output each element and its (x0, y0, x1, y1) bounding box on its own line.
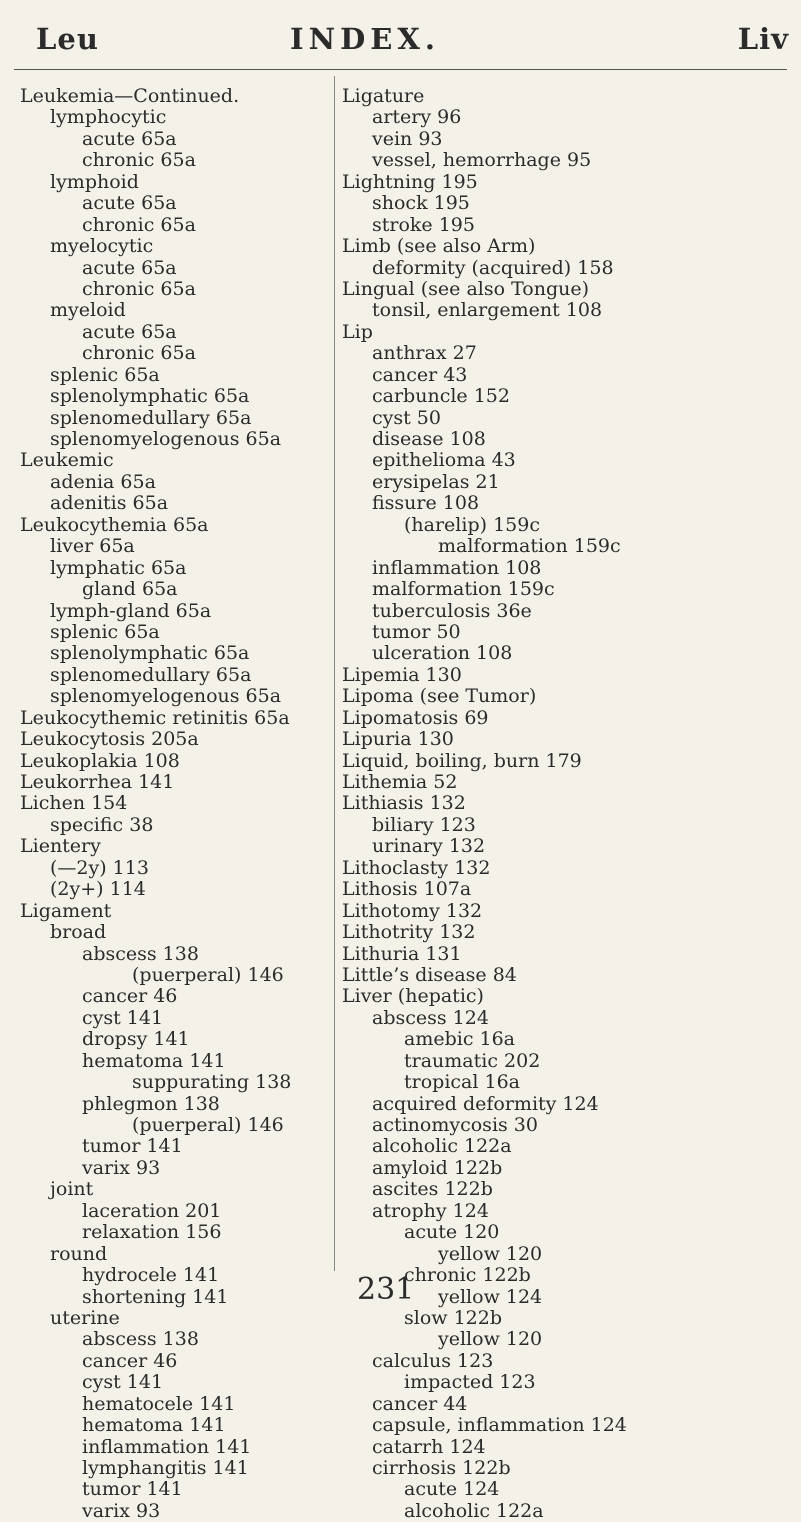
index-subentry: abscess 138 (82, 942, 199, 965)
index-subentry: inflammation 108 (372, 556, 542, 579)
index-subentry: abscess 124 (372, 1006, 489, 1029)
column-divider (334, 76, 335, 1271)
index-subentry: yellow 124 (438, 1285, 543, 1308)
index-subentry: liver 65a (50, 535, 135, 558)
index-entry-heading: Leukocythemic retinitis 65a (20, 706, 290, 729)
index-subentry: lymph-gland 65a (50, 599, 212, 622)
index-entry-heading: Limb (see also Arm) (342, 235, 536, 258)
index-subentry: traumatic 202 (404, 1049, 541, 1072)
index-subentry: varix 93 (82, 1499, 161, 1522)
index-subentry: erysipelas 21 (372, 470, 500, 493)
index-subentry: chronic 65a (82, 149, 196, 172)
index-entry-heading: Lip (342, 320, 373, 343)
index-subentry: stroke 195 (372, 213, 475, 236)
index-entry-heading: Leukocytosis 205a (20, 728, 199, 751)
index-subentry: cyst 141 (82, 1371, 164, 1394)
index-subentry: tonsil, enlargement 108 (372, 299, 603, 322)
index-entry-heading: Lithemia 52 (342, 771, 458, 793)
index-entry-heading: Liver (hepatic) (342, 985, 484, 1008)
index-subentry: acute 65a (82, 256, 177, 279)
header-rule (14, 69, 787, 70)
index-entry-heading: Lichen 154 (20, 792, 128, 815)
index-subentry: actinomycosis 30 (372, 1114, 538, 1136)
index-subentry: acute 120 (404, 1221, 500, 1244)
index-subentry: relaxation 156 (82, 1221, 222, 1244)
index-subentry: tuberculosis 36e (372, 599, 532, 622)
index-subentry: hydrocele 141 (82, 1264, 220, 1287)
index-subentry: splenolymphatic 65a (50, 385, 250, 408)
index-subentry: fissure 108 (372, 492, 480, 515)
index-entry-heading: Lithuria 131 (342, 942, 462, 965)
index-subentry: urinary 132 (372, 835, 486, 858)
index-subentry: acquired deformity 124 (372, 1092, 599, 1115)
index-subentry: anthrax 27 (372, 342, 477, 365)
index-subentry: dropsy 141 (82, 1028, 190, 1051)
index-entry-heading: Leukocythemia 65a (20, 513, 209, 536)
index-subentry: splenomyelogenous 65a (50, 685, 282, 708)
index-subentry: (puerperal) 146 (132, 963, 284, 986)
index-subentry: vessel, hemorrhage 95 (372, 149, 592, 172)
index-subentry: ascites 122b (372, 1178, 493, 1201)
index-subentry: inflammation 141 (82, 1435, 252, 1458)
header-left-guide-word: Leu (36, 22, 99, 56)
index-subentry: shock 195 (372, 192, 470, 215)
index-subentry: malformation 159c (372, 578, 555, 601)
index-entry-heading: Leukemia—Continued. (20, 85, 240, 107)
index-subentry: acute 65a (82, 320, 177, 343)
index-entry-heading: Lipoma (see Tumor) (342, 685, 537, 708)
index-subentry: tumor 141 (82, 1135, 183, 1158)
index-subentry: disease 108 (372, 428, 486, 450)
index-entry-heading: Lipomatosis 69 (342, 706, 489, 729)
index-subentry: carbuncle 152 (372, 385, 510, 408)
index-subentry: round (50, 1242, 108, 1265)
index-subentry: phlegmon 138 (82, 1092, 220, 1115)
index-entry-heading: Ligament (20, 899, 112, 922)
index-subentry: cyst 50 (372, 406, 441, 429)
header-right-guide-word: Liv (737, 22, 789, 56)
index-subentry: epithelioma 43 (372, 449, 516, 472)
index-subentry: impacted 123 (404, 1371, 536, 1394)
index-subentry: deformity (acquired) 158 (372, 256, 614, 279)
index-entry-heading: Leukemic (20, 449, 114, 472)
index-subentry: biliary 123 (372, 813, 476, 836)
index-subentry: slow 122b (404, 1306, 502, 1329)
index-entry-heading: Leukoplakia 108 (20, 749, 180, 772)
index-subentry: splenolymphatic 65a (50, 642, 250, 665)
index-subentry: uterine (50, 1306, 120, 1329)
index-entry-heading: Liquid, boiling, burn 179 (342, 749, 582, 772)
index-subentry: hematocele 141 (82, 1392, 236, 1415)
index-subentry: (puerperal) 146 (132, 1114, 284, 1136)
page-number: 231 (357, 1272, 415, 1307)
index-subentry: cyst 141 (82, 1006, 164, 1029)
index-entry-heading: Lingual (see also Tongue) (342, 277, 590, 300)
index-subentry: lymphoid (50, 170, 139, 193)
index-subentry: atrophy 124 (372, 1199, 489, 1222)
index-subentry: broad (50, 921, 107, 944)
page-title: INDEX. (290, 22, 440, 56)
index-subentry: splenic 65a (50, 620, 160, 643)
index-subentry: suppurating 138 (132, 1071, 292, 1094)
index-subentry: vein 93 (372, 127, 443, 150)
index-subentry: tumor 141 (82, 1478, 183, 1501)
index-subentry: adenia 65a (50, 470, 156, 493)
index-entry-heading: Lithotrity 132 (342, 921, 476, 944)
index-subentry: lymphocytic (50, 106, 167, 129)
index-subentry: cancer 46 (82, 985, 178, 1008)
index-subentry: laceration 201 (82, 1199, 222, 1222)
index-subentry: lymphatic 65a (50, 556, 187, 579)
index-subentry: cancer 46 (82, 1349, 178, 1372)
index-subentry: (2y+) 114 (50, 878, 146, 901)
index-entry-heading: Lithiasis 132 (342, 792, 466, 815)
index-subentry: splenomedullary 65a (50, 663, 252, 686)
left-index-column (20, 86, 340, 1522)
index-subentry: cancer 44 (372, 1392, 468, 1415)
index-entry-heading: Lientery (20, 835, 101, 858)
index-subentry: calculus 123 (372, 1349, 494, 1372)
index-subentry: (harelip) 159c (404, 513, 540, 536)
index-subentry: amyloid 122b (372, 1156, 503, 1179)
index-entry-heading: Lithoclasty 132 (342, 856, 491, 879)
index-subentry: chronic 65a (82, 342, 196, 365)
index-subentry: chronic 65a (82, 213, 196, 236)
index-entry-heading: Leukorrhea 141 (20, 771, 175, 793)
index-subentry: joint (50, 1178, 94, 1201)
index-entry-heading: Lightning 195 (342, 170, 478, 193)
index-subentry: tumor 50 (372, 620, 461, 643)
index-subentry: hematoma 141 (82, 1049, 226, 1072)
index-subentry: yellow 120 (438, 1242, 543, 1265)
index-entry-heading: Lithosis 107a (342, 878, 472, 901)
index-subentry: abscess 138 (82, 1328, 199, 1351)
index-subentry: amebic 16a (404, 1028, 516, 1051)
index-subentry: hematoma 141 (82, 1414, 226, 1437)
index-subentry: myeloid (50, 299, 126, 322)
index-subentry: alcoholic 122a (404, 1499, 544, 1522)
index-subentry: cirrhosis 122b (372, 1457, 511, 1479)
index-subentry: myelocytic (50, 235, 154, 258)
index-subentry: cancer 43 (372, 363, 468, 386)
index-subentry: specific 38 (50, 813, 154, 836)
index-subentry: adenitis 65a (50, 492, 169, 515)
index-subentry: tropical 16a (404, 1071, 520, 1094)
index-subentry: catarrh 124 (372, 1435, 486, 1458)
index-subentry: splenomedullary 65a (50, 406, 252, 429)
index-subentry: malformation 159c (438, 535, 621, 558)
index-subentry: gland 65a (82, 578, 178, 601)
index-subentry: shortening 141 (82, 1285, 229, 1308)
index-subentry: acute 65a (82, 127, 177, 150)
index-entry-heading: Lithotomy 132 (342, 899, 483, 922)
index-entry-heading: Ligature (342, 85, 425, 107)
index-subentry: splenic 65a (50, 363, 160, 386)
index-subentry: (—2y) 113 (50, 856, 149, 879)
index-subentry: yellow 120 (438, 1328, 543, 1351)
index-subentry: varix 93 (82, 1156, 161, 1179)
index-subentry: splenomyelogenous 65a (50, 428, 282, 450)
index-entry-heading: Lipemia 130 (342, 663, 462, 686)
index-subentry: capsule, inflammation 124 (372, 1414, 627, 1437)
index-subentry: chronic 65a (82, 277, 196, 300)
index-subentry: lymphangitis 141 (82, 1457, 249, 1479)
index-subentry: alcoholic 122a (372, 1135, 512, 1158)
index-subentry: ulceration 108 (372, 642, 513, 665)
index-entry-heading: Little’s disease 84 (342, 963, 517, 986)
index-subentry: chronic 122b (404, 1264, 531, 1287)
index-subentry: artery 96 (372, 106, 462, 129)
index-subentry: acute 124 (404, 1478, 500, 1501)
index-subentry: acute 65a (82, 192, 177, 215)
index-entry-heading: Lipuria 130 (342, 728, 454, 751)
